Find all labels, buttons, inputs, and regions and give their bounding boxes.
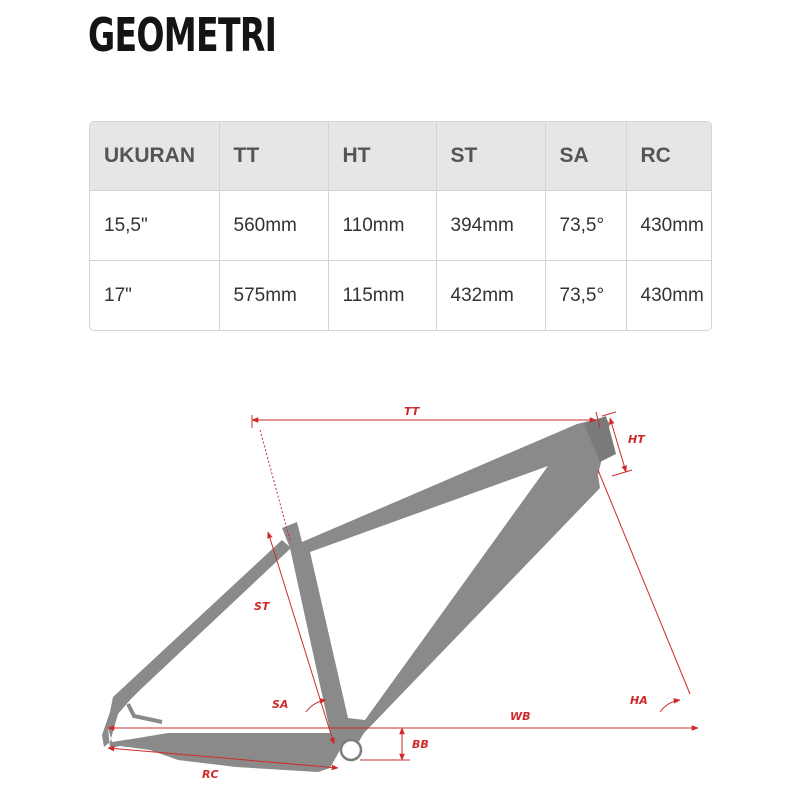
ha-label: HA — [630, 694, 648, 707]
table-cell: 17" — [90, 261, 219, 331]
page-title: GEOMETRI — [88, 8, 277, 62]
steering-axis-line — [598, 470, 690, 694]
column-header-ht: HT — [328, 122, 436, 191]
ht-extension-top — [602, 412, 616, 416]
frame-main-triangle — [282, 417, 610, 752]
rc-label: RC — [202, 768, 219, 781]
ht-label: HT — [628, 433, 645, 446]
dimension-lines — [108, 412, 698, 768]
column-header-st: ST — [436, 122, 545, 191]
column-header-rc: RC — [626, 122, 712, 191]
table-cell: 73,5° — [545, 261, 626, 331]
seat-tube-projection — [260, 430, 290, 540]
table-cell: 432mm — [436, 261, 545, 331]
table-cell: 575mm — [219, 261, 328, 331]
dropout-detail — [128, 704, 162, 722]
table-cell: 430mm — [626, 191, 712, 261]
table-cell: 73,5° — [545, 191, 626, 261]
table-cell: 110mm — [328, 191, 436, 261]
column-header-sa: SA — [545, 122, 626, 191]
ht-extension-bottom — [612, 470, 632, 476]
table-cell: 15,5" — [90, 191, 219, 261]
ha-angle-arc — [660, 700, 680, 712]
tt-label: TT — [404, 405, 420, 418]
bike-frame — [102, 416, 616, 772]
column-header-size: UKURAN — [90, 122, 219, 191]
sa-label: SA — [272, 698, 289, 711]
table-cell: 560mm — [219, 191, 328, 261]
column-header-tt: TT — [219, 122, 328, 191]
bottom-bracket-shell — [341, 740, 361, 760]
table-cell: 394mm — [436, 191, 545, 261]
bb-label: BB — [412, 738, 429, 751]
st-label: ST — [254, 600, 270, 613]
table-cell: 115mm — [328, 261, 436, 331]
wb-label: WB — [510, 710, 531, 723]
table-cell: 430mm — [626, 261, 712, 331]
